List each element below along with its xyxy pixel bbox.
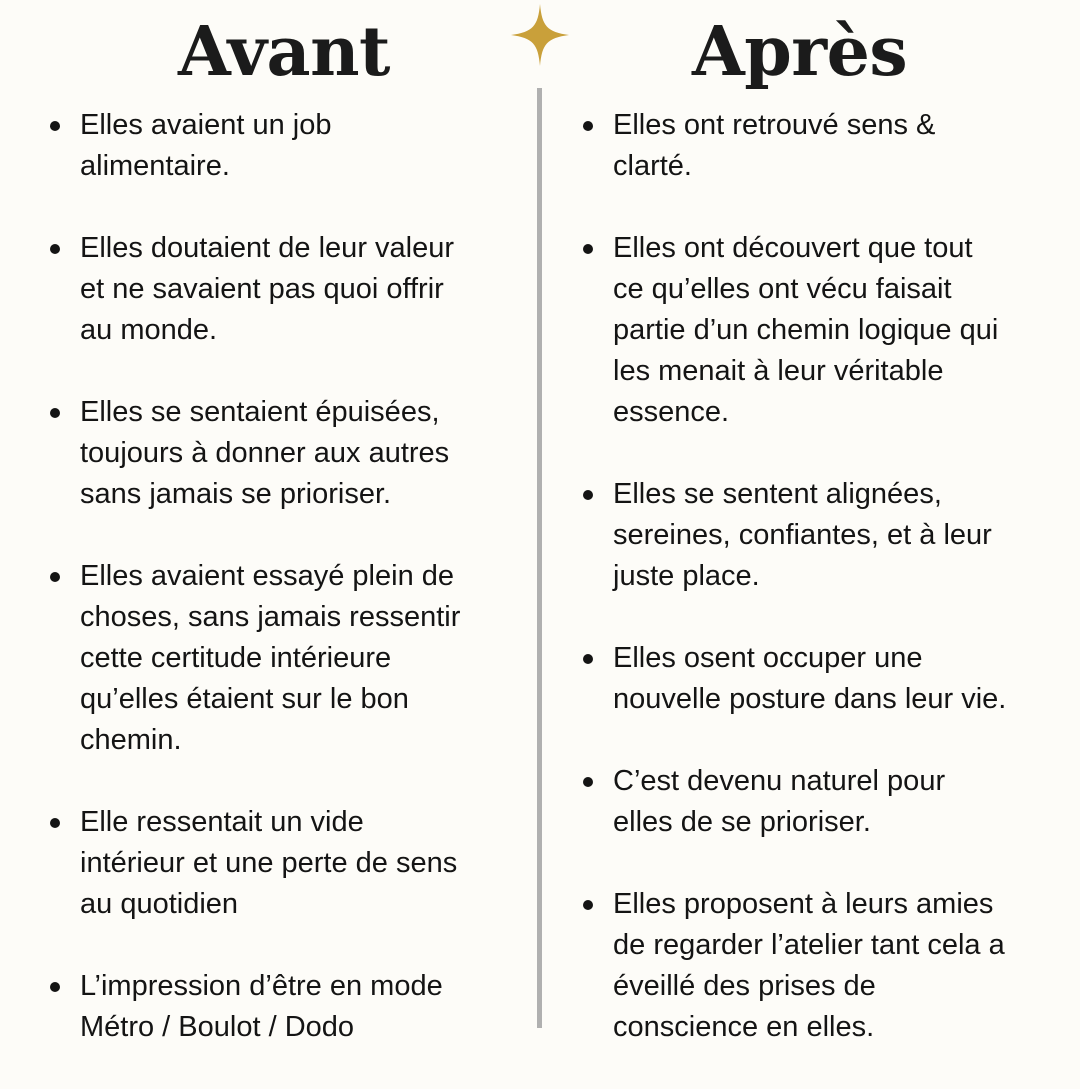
- list-item-text: Elles avaient essayé plein de choses, sans jamais ressentir cette certitude intérieure qu’elles étaient sur le bon chemin.: [80, 560, 461, 756]
- list-item-text: L’impression d’être en mode Métro / Boulot / Dodo: [80, 970, 443, 1043]
- list-item-text: Elles ont retrouvé sens & clarté.: [613, 109, 936, 182]
- bullet-icon: [583, 900, 593, 910]
- bullet-icon: [583, 654, 593, 664]
- bullet-icon: [50, 982, 60, 992]
- list-item-text: Elles se sentaient épuisées, toujours à donner aux autres sans jamais se prioriser.: [80, 396, 450, 510]
- list-item: [613, 228, 1063, 433]
- list-item: [613, 474, 1063, 597]
- list-item: [80, 228, 520, 351]
- after-list: [613, 105, 1063, 1089]
- list-item: [80, 556, 520, 761]
- bullet-icon: [50, 572, 60, 582]
- bullet-icon: [50, 408, 60, 418]
- bullet-icon: [583, 490, 593, 500]
- column-divider: [537, 88, 542, 1028]
- list-item-text: Elles proposent à leurs amies de regarder l’atelier tant cela a éveillé des prises de conscience en elles.: [613, 888, 1005, 1043]
- after-heading: Après: [692, 12, 908, 92]
- bullet-icon: [50, 121, 60, 131]
- bullet-icon: [583, 121, 593, 131]
- list-item-text: C’est devenu naturel pour elles de se prioriser.: [613, 765, 946, 838]
- list-item-text: Elles doutaient de leur valeur et ne savaient pas quoi offrir au monde.: [80, 232, 455, 346]
- four-point-star-icon: [511, 4, 569, 66]
- list-item: [613, 884, 1063, 1048]
- list-item: [613, 105, 1063, 187]
- list-item: [80, 392, 520, 515]
- list-item: [613, 761, 1063, 843]
- list-item-text: Elles se sentent alignées, sereines, confiantes, et à leur juste place.: [613, 478, 992, 592]
- list-item: [80, 105, 520, 187]
- list-item: [80, 966, 520, 1048]
- list-item: [613, 638, 1063, 720]
- list-item-text: Elles osent occuper une nouvelle posture dans leur vie.: [613, 642, 1007, 715]
- list-item-text: Elles ont découvert que tout ce qu’elles ont vécu faisait partie d’un chemin logique qui les menait à leur véritable essence.: [613, 232, 999, 428]
- bullet-icon: [583, 777, 593, 787]
- list-item: [80, 802, 520, 925]
- before-list: [80, 105, 520, 1089]
- list-item-text: Elle ressentait un vide intérieur et une perte de sens au quotidien: [80, 806, 458, 920]
- before-heading: Avant: [178, 12, 390, 92]
- bullet-icon: [50, 244, 60, 254]
- bullet-icon: [50, 818, 60, 828]
- bullet-icon: [583, 244, 593, 254]
- list-item-text: Elles avaient un job alimentaire.: [80, 109, 332, 182]
